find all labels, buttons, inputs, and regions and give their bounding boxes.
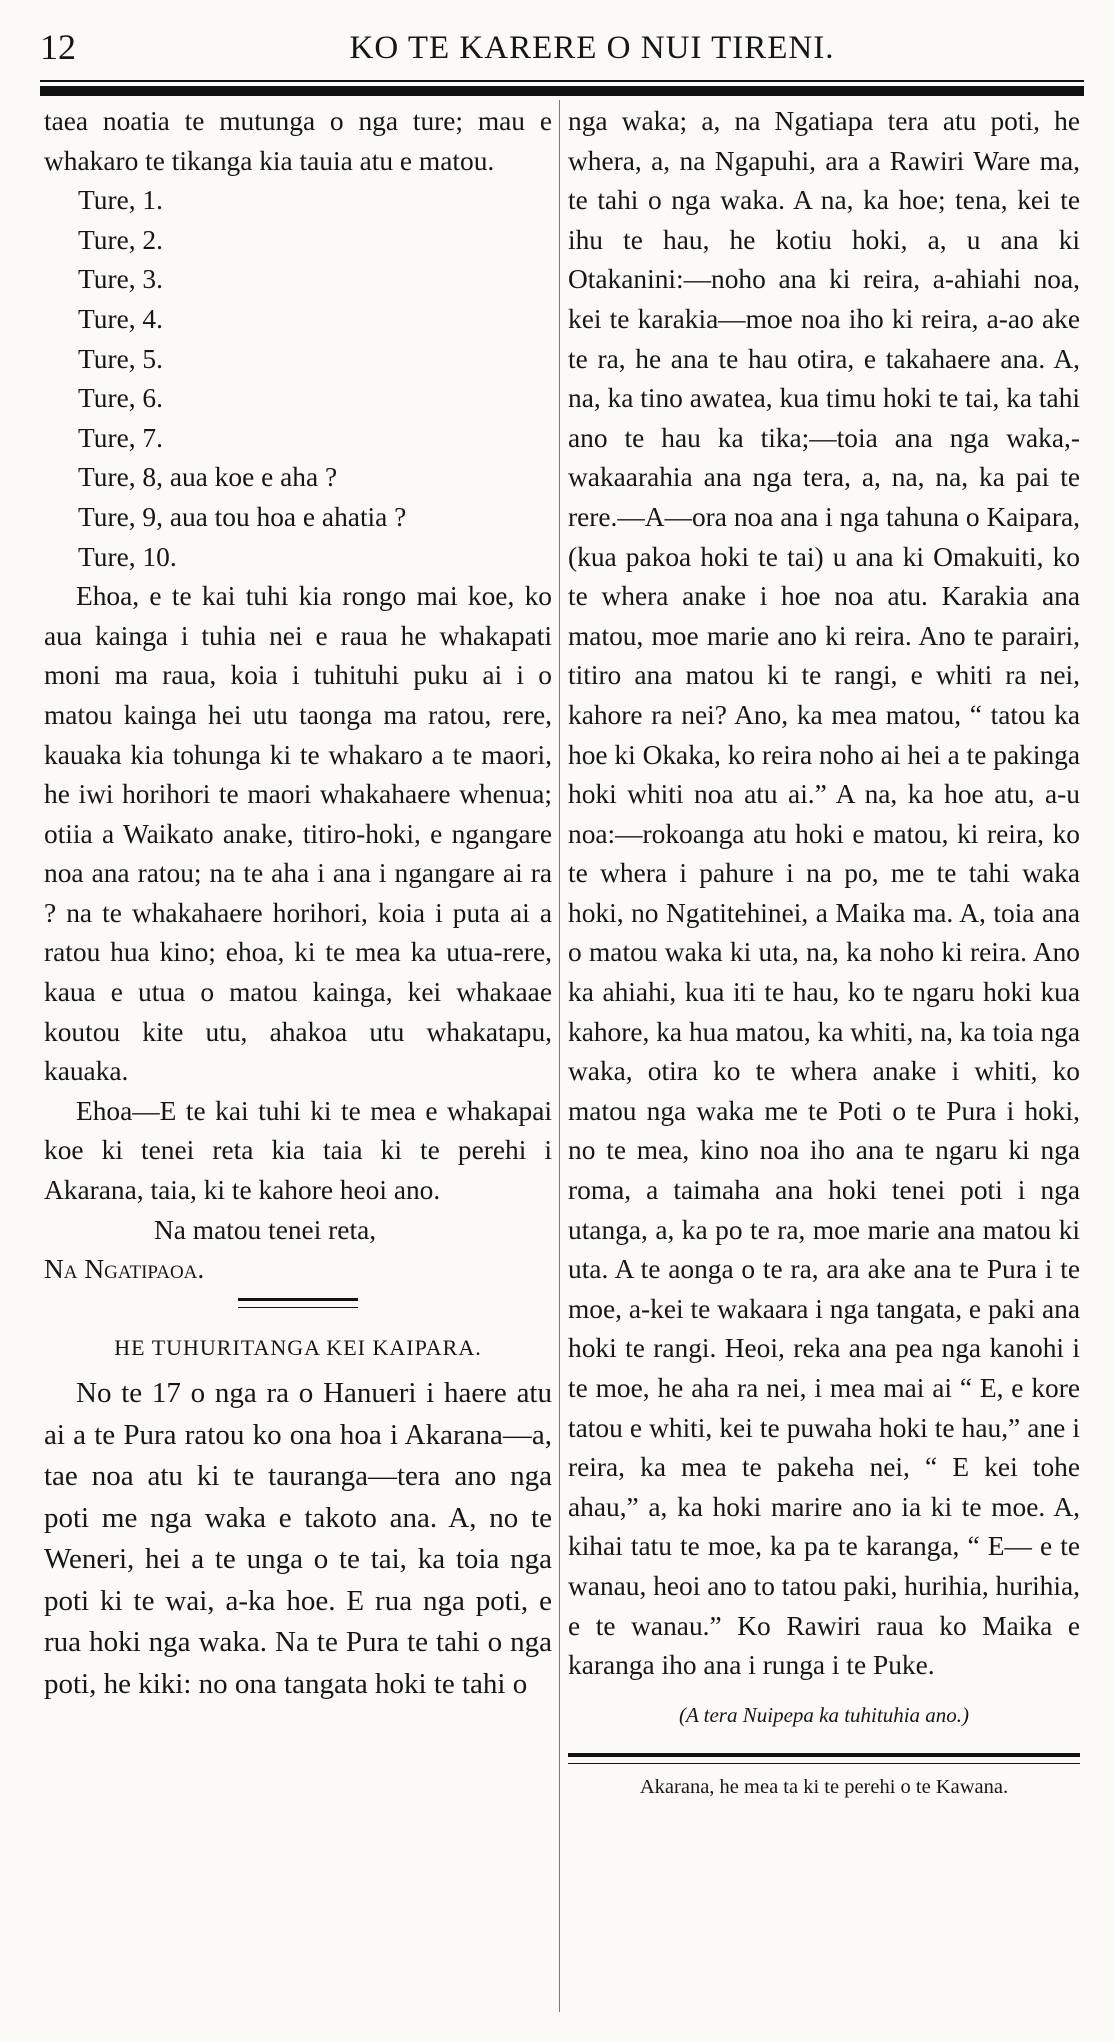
ture-item: Ture, 2. bbox=[78, 224, 163, 255]
ture-item: Ture, 4. bbox=[78, 303, 163, 334]
continued-note: (A tera Nuipepa ka tuhituhia ano.) bbox=[678, 1702, 970, 1727]
signature-intro: Na matou tenei reta, bbox=[154, 1214, 377, 1245]
letter-paragraph-1: Ehoa, e te kai tuhi kia rongo mai koe, ko aua kainga i tuhia nei e raua he whakapati moni ma raua, koia i tuhituhi puku ai i o matou kainga hei utu taonga ma ratou, rere, kauaka kia tohunga ki te whakaro a te maori, he iwi horihori te maori whakahaere whenua; otiia a Waikato anake, titiro-hoki, e ngangare noa ana ratou; na te aha i ana i ngangare ai ra ? na te whakahaere horihori, koia i puta ai a ratou hua kino; ehoa, ki te mea ka utua-rere, kaua e utua o matou kainga, kei whakaae koutou kite utu, ahakoa utu whakatapu, kauaka. bbox=[44, 581, 552, 1087]
story-continuation: nga waka; a, na Ngatiapa tera atu poti, he whera, a, na Ngapuhi, ara a Rawiri Ware ma, te tahi o nga waka. A na, ka hoe; tena, kei te ihu te hau, he kotiu hoki, a, u ana ki Otakanini:—noho ana ki reira, a-ahiahi noa, kei te karakia—moe noa iho ki reira, a-ao ake te ra, he ana te hau otira, e takahaere ana. A, na, ka tino awatea, kua timu hoki te tai, ka tahi ano te hau ka tika;—toia ana nga waka,-wakaarahia ana nga tera, a, na, na, ka pai te rere.—A—ora noa ana i nga tahuna o Kaipara, (kua pakoa hoki te tai) u ana ki Omakuiti, ko te whera anake i hoe noa atu. Karakia ana matou, moe marie ano ki reira. Ano te parairi, titiro ana matou ki te rangi, e whiti ra nei, kahore ra nei? Ano, ka mea matou, “ tatou ka hoe ki Okaka, ko reira noho ai hei a te pakinga hoki whiti noa atu ai.” A na, ka hoe atu, a-u noa:—rokoanga atu hoki e matou, ki reira, ko te whera i pahure i na po, me te tahi waka hoki, no Ngatitehinei, a Maika ma. A, toia ana o matou waka ki uta, na, ka noho ki reira. Ano ka ahiahi, kua iti te hau, ko te ngaru hoki kua kahore, ka hua matou, ka whiti, na, ka toia nga waka, otira ko te whera anake i whiti, ko matou nga waka me te Poti o te Pura i hoki, no te mea, kino noa iho ana te ngaru ki nga roma, a taimaha ana hoki tenei poti i nga utanga, a, ka po te ra, moe marie ana matou ki uta. A te aonga o te ra, ara ake ana te Pura i te moe, a-kei te wakaara i nga tangata, e paki ana hoki te rangi. Heoi, reka ana pea nga kanohi i te moe, he aha ra nei, i mea mai ai “ E, e kore tatou e whiti, kei te puwaha hoki te hau,” ane i reira, ka mea te pakeha nei, “ E kei tohe ahau,” a, ka hoki marire ano ia ki te moe. A, kihai tatu te moe, ka pa te karanga, “ E— e te wanau, heoi ano to tatou paki, hurihia, hurihia, e te wanau.” Ko Rawiri raua ko Maika e karanga iho ana i runga i te Puke. bbox=[568, 106, 1080, 1681]
right-column bbox=[568, 102, 1080, 1800]
ture-list bbox=[44, 181, 552, 577]
ture-item: Ture, 1. bbox=[78, 185, 163, 216]
section-heading: HE TUHURITANGA KEI KAIPARA. bbox=[114, 1334, 482, 1360]
section-divider bbox=[238, 1298, 358, 1308]
ture-item: Ture, 5. bbox=[78, 343, 163, 374]
column-divider bbox=[559, 100, 560, 2012]
left-column bbox=[44, 102, 552, 1705]
ture-item: Ture, 7. bbox=[78, 422, 163, 453]
ture-item: Ture, 10. bbox=[78, 541, 177, 572]
header-rule-thin bbox=[40, 80, 1084, 82]
opening-paragraph: taea noatia te mutunga o nga ture; mau e whakaro te tikanga kia tauia atu e matou. bbox=[44, 106, 552, 176]
printer-imprint: Akarana, he mea ta ki te perehi o te Kawana. bbox=[639, 1776, 1009, 1799]
ture-item: Ture, 3. bbox=[78, 264, 163, 295]
running-title: KO TE KARERE O NUI TIRENI. bbox=[349, 30, 835, 66]
letter-paragraph-2: Ehoa—E te kai tuhi ki te mea e whakapai koe ki tenei reta kia taia ki te perehi i Akarana, taia, ki te kahore heoi ano. bbox=[44, 1095, 552, 1206]
story-paragraph: No te 17 o nga ra o Hanueri i haere atu ai a te Pura ratou ko ona hoa i Akarana—a, tae noa atu ki te tauranga—tera ano nga poti me nga waka e takoto ana. A, no te Weneri, hei a te unga o te tai, ka toia nga poti ki te wai, a-ka hoe. E rua nga poti, e rua hoki nga waka. Na te Pura te tahi o nga poti, he kiki: no ona tangata hoki te tahi o bbox=[44, 1377, 552, 1700]
ture-item: Ture, 9, aua tou hoa e ahatia ? bbox=[78, 501, 407, 532]
ture-item: Ture, 8, aua koe e aha ? bbox=[78, 462, 338, 493]
footer-rule bbox=[568, 1753, 1080, 1764]
page-number: 12 bbox=[40, 27, 76, 67]
header-rule bbox=[40, 86, 1084, 96]
ture-item: Ture, 6. bbox=[78, 383, 163, 414]
signature-name: Na Ngatipaoa. bbox=[44, 1254, 205, 1285]
page-header bbox=[40, 20, 1084, 80]
